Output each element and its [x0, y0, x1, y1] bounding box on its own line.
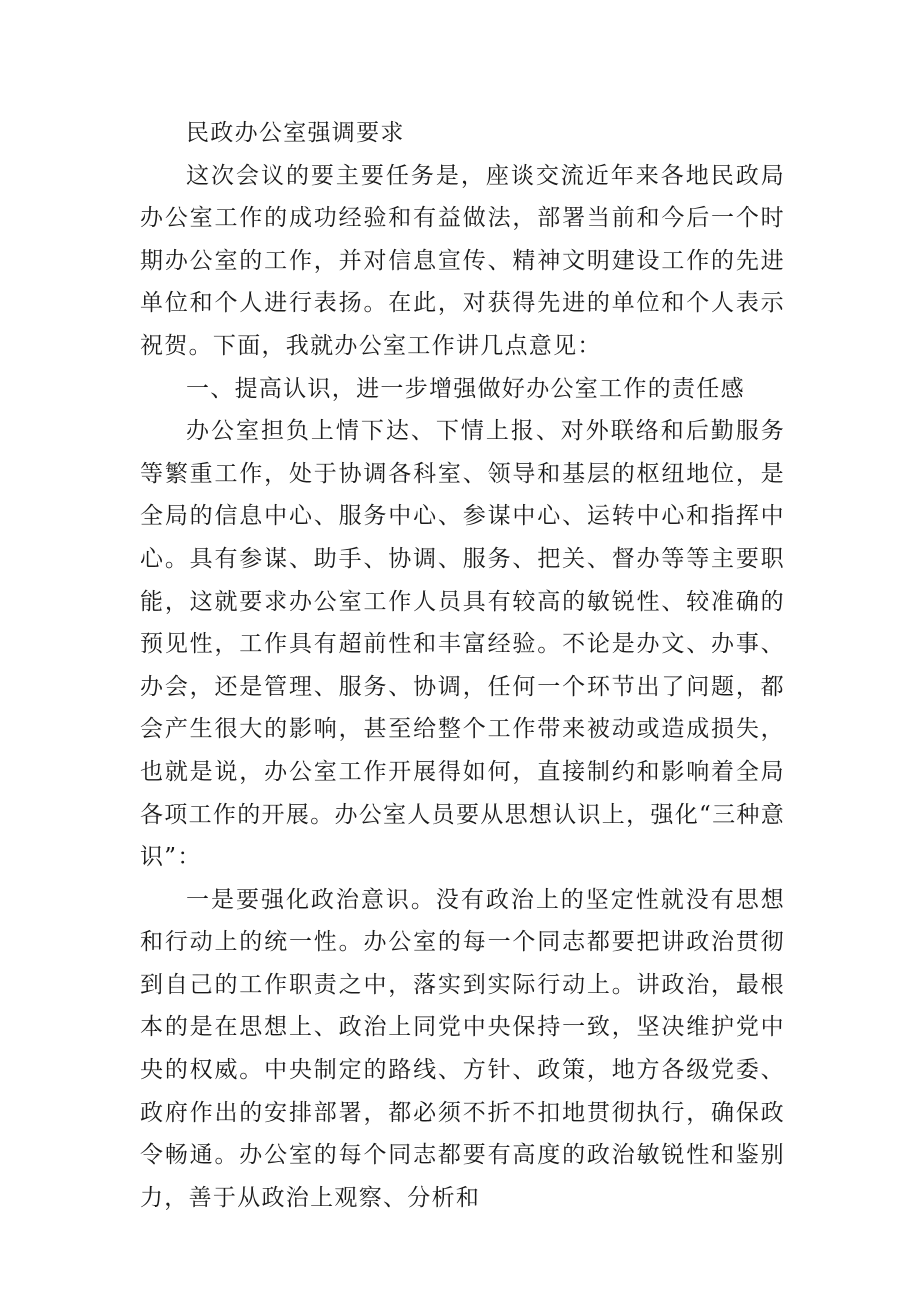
paragraph-intro: 这次会议的要主要任务是，座谈交流近年来各地民政局办公室工作的成功经验和有益做法，部署当前和今后一个时期办公室的工作，并对信息宣传、精神文明建设工作的先进单位和个人进行表扬。在此，对获得先进的单位和个人表示祝贺。下面，我就办公室工作讲几点意见： [140, 162, 785, 359]
document-title: 民政办公室强调要求 [186, 120, 405, 146]
paragraph-office-role: 办公室担负上情下达、下情上报、对外联络和后勤服务等繁重工作，处于协调各科室、领导和基层的枢纽地位，是全局的信息中心、服务中心、参谋中心、运转中心和指挥中心。具有参谋、助手、协调、服务、把关、督办等等主要职能，这就要求办公室工作人员具有较高的敏锐性、较准确的预见性，工作具有超前性和丰富经验。不论是办文、办事、办会，还是管理、服务、协调，任何一个环节出了问题，都会产生很大的影响，甚至给整个工作带来被动或造成损失，也就是说，办公室工作开展得如何，直接制约和影响着全局各项工作的开展。办公室人员要从思想认识上，强化“三种意识”： [140, 418, 785, 871]
paragraph-political-awareness: 一是要强化政治意识。没有政治上的坚定性就没有思想和行动上的统一性。办公室的每一个同志都要把讲政治贯彻到自己的工作职责之中，落实到实际行动上。讲政治，最根本的是在思想上、政治上同党中央保持一致，坚决维护党中央的权威。中央制定的路线、方针、政策，地方各级党委、政府作出的安排部署，都必须不折不扣地贯彻执行，确保政令畅通。办公室的每个同志都要有高度的政治敏锐性和鉴别力，善于从政治上观察、分析和 [140, 886, 785, 1211]
document-body [140, 112, 785, 1219]
section-heading-1: 一、提高认识，进一步增强做好办公室工作的责任感 [186, 375, 745, 402]
